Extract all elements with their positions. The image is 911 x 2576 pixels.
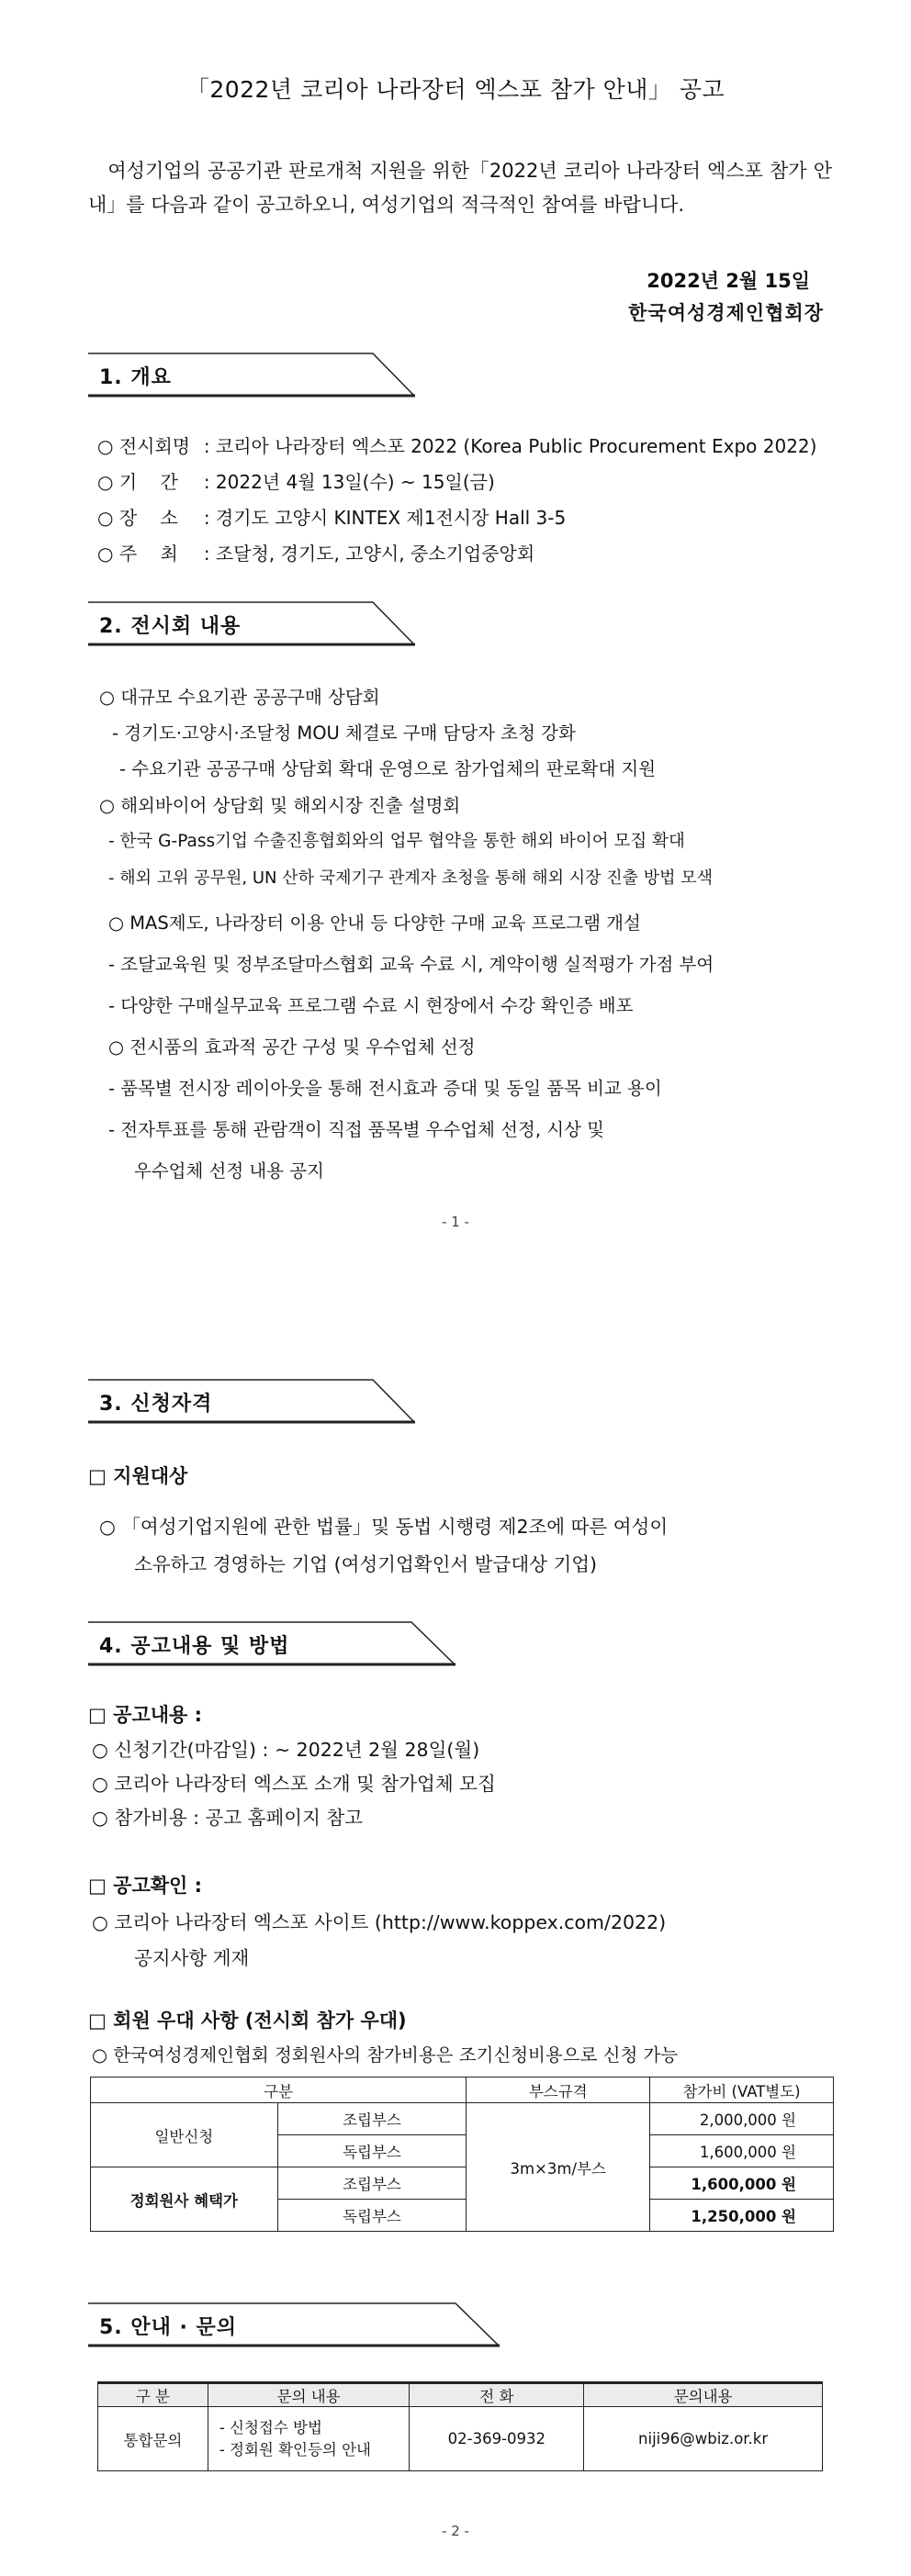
contact-phone: 02-369-0932 (410, 2407, 584, 2471)
booth-size: 3m×3m/부스 (467, 2103, 650, 2232)
overview-item: ○ 장 소 : 경기도 고양시 KINTEX 제1전시장 Hall 3-5 (97, 507, 567, 529)
announcement-date: 2022년 2월 15일 (647, 270, 810, 292)
intro-text: 여성기업의 공공기관 판로개척 지원을 위한「2022년 코리아 나라장터 엑스포 참가 안내」를 다음과 같이 공고하오니, 여성기업의 적극적인 참여를 바랍니다. (88, 160, 833, 216)
fee-group-label: 정회원사 혜택가 (91, 2167, 278, 2232)
content-item: ○ 해외바이어 상담회 및 해외시장 진출 설명회 (99, 795, 461, 816)
booth-type: 조립부스 (277, 2103, 467, 2135)
page-number: - 2 - (442, 2523, 469, 2539)
section-heading-contact (88, 2302, 415, 2348)
contact-content-line: - 신청접수 방법 (219, 2418, 322, 2436)
fee-table-header: 구분 (91, 2078, 467, 2103)
overview-item: ○ 주 최 : 조달청, 경기도, 고양시, 중소기업중앙회 (97, 543, 535, 565)
contact-row-label: 통합문의 (98, 2407, 208, 2471)
section-title: 5. 안내 · 문의 (99, 2316, 238, 2339)
section-title: 1. 개요 (99, 366, 172, 389)
content-subitem: - 수요기관 공공구매 상담회 확대 운영으로 참가업체의 판로확대 지원 (119, 758, 657, 779)
content-item: ○ 대규모 수요기관 공공구매 상담회 (99, 687, 380, 708)
section-title: 3. 신청자격 (99, 1393, 213, 1416)
fee-table-header: 참가비 (VAT별도) (650, 2078, 834, 2103)
overview-item: ○ 기 간 : 2022년 4월 13일(수) ~ 15일(금) (97, 471, 495, 493)
notice-item: ○ 참가비용 : 공고 홈페이지 참고 (92, 1807, 364, 1829)
notice-item: ○ 코리아 나라장터 엑스포 소개 및 참가업체 모집 (92, 1773, 496, 1795)
content-subitem: - 조달교육원 및 정부조달마스협회 교육 수료 시, 계약이행 실적평가 가점 부여 (108, 954, 714, 975)
fee-group-label: 일반신청 (91, 2103, 278, 2167)
contact-content (208, 2407, 410, 2471)
content-subitem: - 다양한 구매실무교육 프로그램 수료 시 현장에서 수강 확인증 배포 (108, 995, 634, 1016)
contact-table (97, 2381, 823, 2471)
fee-value: 1,250,000 원 (650, 2200, 834, 2232)
confirm-text: ○ 코리아 나라장터 엑스포 사이트 (http://www.koppex.com/2022) (92, 1911, 667, 1933)
notice-heading: □ 공고내용 : (88, 1704, 203, 1726)
section-title: 2. 전시회 내용 (99, 615, 242, 638)
benefit-text: ○ 한국여성경제인협회 정회원사의 참가비용은 조기신청비용으로 신청 가능 (92, 2044, 679, 2066)
fee-value: 2,000,000 원 (650, 2103, 834, 2135)
contact-header: 전 화 (410, 2383, 584, 2407)
benefit-heading: □ 회원 우대 사항 (전시회 참가 우대) (88, 2010, 407, 2032)
issuing-organization: 한국여성경제인협회장 (628, 302, 824, 324)
content-subitem: - 전자투표를 통해 관람객이 직접 품목별 우수업체 선정, 시상 및 (108, 1119, 604, 1140)
overview-item: ○ 전시회명 : 코리아 나라장터 엑스포 2022 (Korea Public Procurement Expo 2022) (97, 435, 817, 457)
notice-item: ○ 신청기간(마감일) : ~ 2022년 2월 28일(월) (92, 1739, 480, 1761)
section-heading-notice (88, 1621, 415, 1667)
fee-value: 1,600,000 원 (650, 2135, 834, 2167)
content-subitem: - 경기도·고양시·조달청 MOU 체결로 구매 담당자 초청 강화 (112, 722, 576, 744)
booth-type: 조립부스 (277, 2167, 467, 2200)
fee-value: 1,600,000 원 (650, 2167, 834, 2200)
content-item: ○ 전시품의 효과적 공간 구성 및 우수업체 선정 (108, 1036, 476, 1058)
contact-content-line: - 정회원 확인등의 안내 (219, 2440, 371, 2458)
content-subitem: - 한국 G-Pass기업 수출진흥협회와의 업무 협약을 통한 해외 바이어 모집 확대 (108, 832, 685, 851)
section-heading-overview (88, 353, 415, 398)
content-subitem-continued: 우수업체 선정 내용 공지 (134, 1160, 324, 1182)
section-heading-eligibility (88, 1379, 415, 1425)
contact-email[interactable]: niji96@wbiz.or.kr (584, 2407, 823, 2471)
fee-table-header: 부스규격 (467, 2078, 650, 2103)
contact-header: 문의 내용 (208, 2383, 410, 2407)
booth-type: 독립부스 (277, 2135, 467, 2167)
intro-paragraph (88, 154, 832, 222)
eligibility-heading: □ 지원대상 (88, 1465, 188, 1487)
contact-header: 문의내용 (584, 2383, 823, 2407)
section-title: 4. 공고내용 및 방법 (99, 1635, 290, 1658)
eligibility-text: ○ 「여성기업지원에 관한 법률」및 동법 시행령 제2조에 따른 여성이 (99, 1516, 669, 1538)
content-item: ○ MAS제도, 나라장터 이용 안내 등 다양한 구매 교육 프로그램 개설 (108, 913, 641, 934)
document-title: 「2022년 코리아 나라장터 엑스포 참가 안내」 공고 (186, 76, 725, 103)
page-number: - 1 - (442, 1214, 469, 1230)
content-subitem: - 해외 고위 공무원, UN 산하 국제기구 관계자 초청을 통해 해외 시장 진출 방법 모색 (108, 868, 713, 888)
eligibility-text: 소유하고 경영하는 기업 (여성기업확인서 발급대상 기업) (134, 1553, 598, 1575)
booth-type: 독립부스 (277, 2200, 467, 2232)
fee-table (90, 2077, 834, 2232)
confirm-heading: □ 공고확인 : (88, 1875, 203, 1897)
section-heading-contents (88, 601, 415, 647)
confirm-text: 공지사항 게재 (134, 1947, 250, 1969)
content-subitem: - 품목별 전시장 레이아웃을 통해 전시효과 증대 및 동일 품목 비교 용이 (108, 1078, 662, 1099)
contact-header: 구 분 (98, 2383, 208, 2407)
